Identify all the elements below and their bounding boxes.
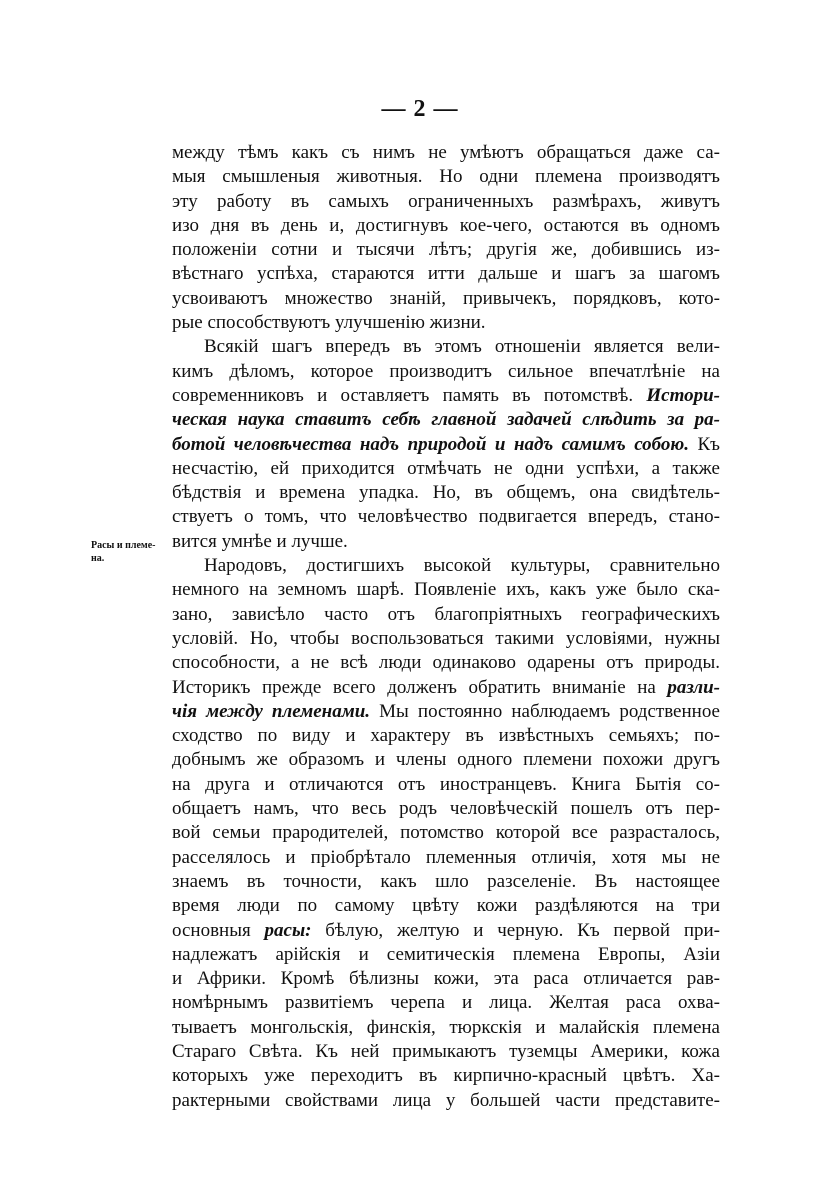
text-line: положеніи сотни и тысячи лѣтъ; другія же, добившись из-: [172, 239, 720, 261]
text-line: рактерными свойствами лица у большей части представите-: [172, 1089, 720, 1111]
paragraph-2: [172, 335, 720, 554]
text-line: усвоиваютъ множество знаній, привычекъ, порядковъ, кото-: [172, 287, 720, 309]
text-line: и Африки. Кромѣ бѣлизны кожи, эта раса отличается рав-: [172, 968, 720, 990]
emphasis-text: расы:: [264, 919, 312, 941]
text-span: современниковъ и оставляетъ память въ потомствѣ.: [172, 384, 647, 406]
text-line: эту работу въ самыхъ ограниченныхъ размѣрахъ, живутъ: [172, 190, 720, 212]
text-line: тываетъ монгольскія, финскія, тюркскія и малайскія племена: [172, 1016, 720, 1038]
margin-note-line: на.: [91, 553, 105, 564]
text-line: на друга и отличаются отъ иностранцевъ. Книга Бытія со-: [172, 773, 720, 795]
text-line: вѣстнаго успѣха, стараются итти дальше и шагъ за шагомъ: [172, 263, 720, 285]
text-line: ствуетъ о томъ, что человѣчество подвигается впередъ, стано-: [172, 506, 720, 528]
text-line: способности, а не всѣ люди одинаково одарены отъ природы.: [172, 652, 720, 674]
text-line: [172, 676, 720, 700]
text-line: несчастію, ей приходится отмѣчать не одни успѣхи, а также: [172, 457, 720, 479]
text-line: сходство по виду и характеру въ извѣстныхъ семьяхъ; по-: [172, 725, 720, 747]
paragraph-1: [172, 141, 720, 335]
text-line: надлежатъ арійскія и семитическія племена Европы, Азіи: [172, 943, 720, 965]
text-body: [172, 141, 720, 1113]
text-span: основныя: [172, 919, 265, 941]
text-line: которыхъ уже переходитъ въ кирпично-красный цвѣтъ. Ха-: [172, 1065, 720, 1087]
text-line: добнымъ же образомъ и члены одного племени похожи другъ: [172, 749, 720, 771]
text-line: условій. Но, чтобы воспользоваться такими условіями, нужны: [172, 627, 720, 649]
text-line: вой семьи прародителей, потомство которой все разрасталось,: [172, 822, 720, 844]
emphasis-text: ботой человѣчества надъ природой и надъ самимъ собою.: [172, 433, 690, 455]
text-line: бѣдствія и времена упадка. Но, въ общемъ, она свидѣтель-: [172, 482, 720, 504]
text-line: [172, 384, 720, 408]
text-span: Историкъ прежде всего долженъ обратить вниманіе на: [172, 676, 668, 698]
text-line: изо дня въ день и, достигнувъ кое-чего, остаются въ одномъ: [172, 214, 720, 236]
text-line: общаетъ намъ, что весь родъ человѣческій пошелъ отъ пер-: [172, 798, 720, 820]
emphasis-text: чія между племенами.: [172, 700, 371, 722]
text-span: Мы постоянно наблюдаемъ родственное: [370, 700, 720, 722]
text-line: Всякій шагъ впередъ въ этомъ отношеніи является вели-: [204, 336, 720, 358]
text-line: Народовъ, достигшихъ высокой культуры, сравнительно: [204, 555, 720, 577]
text-line: время люди по самому цвѣту кожи раздѣляются на три: [172, 895, 720, 917]
text-line: кимъ дѣломъ, которое производитъ сильное впечатлѣніе на: [172, 360, 720, 382]
emphasis-text: Истори-: [646, 384, 720, 406]
text-line: номѣрнымъ развитіемъ черепа и лица. Желтая раса охва-: [172, 992, 720, 1014]
text-line: [172, 433, 720, 457]
text-line: вится умнѣе и лучше.: [172, 530, 348, 552]
page-number: — 2 —: [381, 96, 459, 122]
text-line: [172, 700, 720, 724]
text-line: немного на земномъ шарѣ. Появленіе ихъ, какъ уже было ска-: [172, 579, 720, 601]
paragraph-3: [172, 554, 720, 1113]
text-line: знаемъ въ точности, какъ шло разселеніе. Въ настоящее: [172, 870, 720, 892]
text-line: рые способствуютъ улучшенію жизни.: [172, 312, 486, 334]
text-line: мыя смышленыя животныя. Но одни племена производятъ: [172, 166, 720, 188]
emphasis-line: ческая наука ставитъ себѣ главной задачей слѣдить за ра-: [172, 409, 720, 431]
text-span: бѣлую, желтую и черную. Къ первой при-: [311, 919, 720, 941]
margin-note-line: Расы и племе-: [91, 540, 156, 551]
text-line: между тѣмъ какъ съ нимъ не умѣютъ обращаться даже са-: [172, 142, 720, 163]
text-line: расселялось и пріобрѣтало племенныя отличія, хотя мы не: [172, 846, 720, 868]
emphasis-text: разли-: [667, 676, 720, 698]
text-line: [172, 919, 720, 943]
text-line: зано, зависѣло часто отъ благопріятныхъ географическихъ: [172, 603, 720, 625]
text-span: Къ: [689, 433, 721, 455]
text-line: Стараго Свѣта. Къ ней примыкаютъ туземцы Америки, кожа: [172, 1040, 720, 1062]
margin-note: [91, 539, 171, 565]
